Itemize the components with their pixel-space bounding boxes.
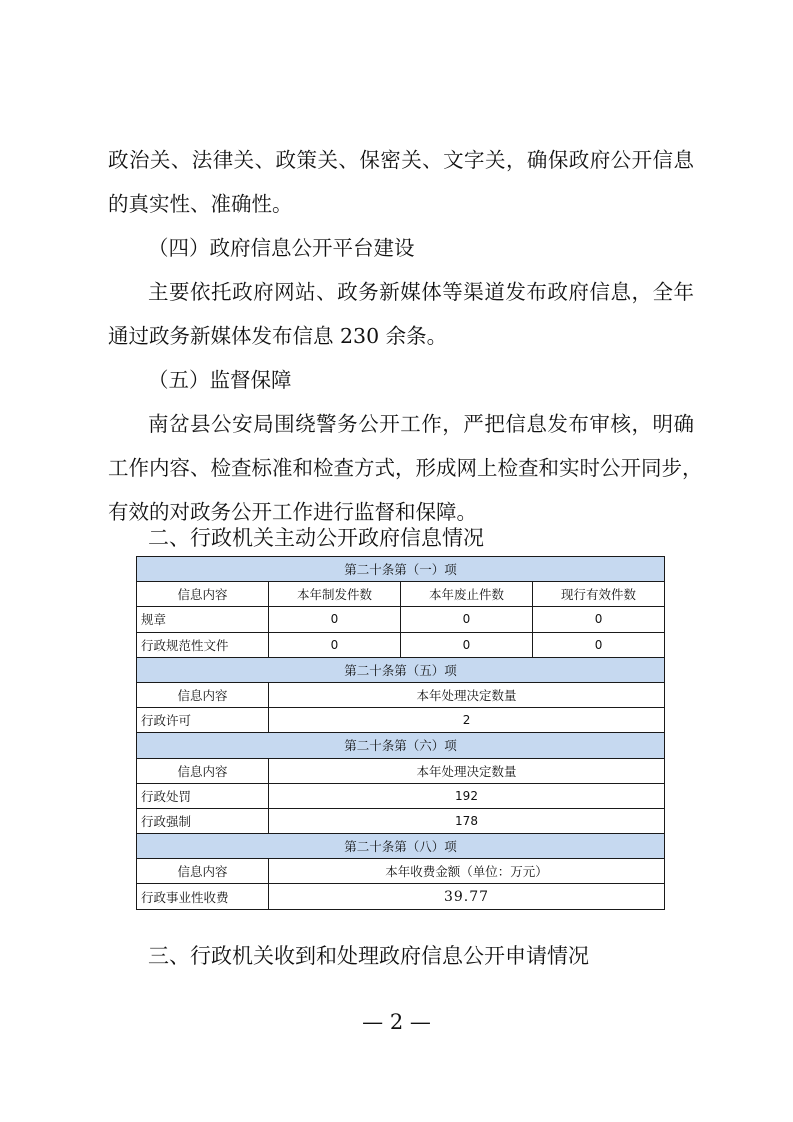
table-row xyxy=(137,632,665,657)
value-cell: 178 xyxy=(269,808,665,833)
header-row xyxy=(137,859,665,884)
section-row xyxy=(137,733,665,758)
value-cell: 0 xyxy=(269,607,401,632)
section-heading-2: 二、行政机关主动公开政府信息情况 xyxy=(148,526,484,550)
header-row xyxy=(137,682,665,707)
value-cell: 0 xyxy=(401,632,533,657)
row-label: 规章 xyxy=(137,607,269,632)
section-title-cell: 第二十条第（五）项 xyxy=(137,657,665,682)
section-row xyxy=(137,834,665,859)
value-cell: 2 xyxy=(269,708,665,733)
page-number: — 2 — xyxy=(362,1010,431,1034)
paragraph-line: 通过政务新媒体发布信息 230 余条。 xyxy=(108,324,448,348)
section-title: （四）政府信息公开平台建设 xyxy=(148,236,415,260)
section-title-cell: 第二十条第（一）项 xyxy=(137,557,665,582)
paragraph-line: 的真实性、准确性。 xyxy=(108,192,293,216)
value-cell: 192 xyxy=(269,783,665,808)
disclosure-table xyxy=(136,556,665,910)
header-cell: 信息内容 xyxy=(137,682,269,707)
header-row xyxy=(137,582,665,607)
section-title-cell: 第二十条第（八）项 xyxy=(137,834,665,859)
value-cell: 0 xyxy=(401,607,533,632)
row-label: 行政规范性文件 xyxy=(137,632,269,657)
header-cell: 本年废止件数 xyxy=(401,582,533,607)
row-label: 行政事业性收费 xyxy=(137,884,269,909)
header-cell: 本年制发件数 xyxy=(269,582,401,607)
header-cell: 信息内容 xyxy=(137,859,269,884)
header-cell: 本年收费金额（单位：万元） xyxy=(269,859,665,884)
value-cell: 0 xyxy=(533,607,665,632)
header-cell: 信息内容 xyxy=(137,758,269,783)
section-title: （五）监督保障 xyxy=(148,368,292,392)
table-row xyxy=(137,808,665,833)
section-row xyxy=(137,657,665,682)
section-row xyxy=(137,557,665,582)
paragraph-line: 政治关、法律关、政策关、保密关、文字关，确保政府公开信息 xyxy=(108,148,694,172)
paragraph-line: 南岔县公安局围绕警务公开工作，严把信息发布审核，明确 xyxy=(148,412,694,436)
row-label: 行政许可 xyxy=(137,708,269,733)
header-cell: 本年处理决定数量 xyxy=(269,758,665,783)
paragraph-line: 有效的对政务公开工作进行监督和保障。 xyxy=(108,500,477,524)
table-row xyxy=(137,884,665,909)
header-row xyxy=(137,758,665,783)
header-cell: 本年处理决定数量 xyxy=(269,682,665,707)
row-label: 行政强制 xyxy=(137,808,269,833)
value-cell: 0 xyxy=(533,632,665,657)
value-cell: 39.77 xyxy=(269,884,665,909)
section-title-cell: 第二十条第（六）项 xyxy=(137,733,665,758)
paragraph-line: 工作内容、检查标准和检查方式，形成网上检查和实时公开同步， xyxy=(108,456,703,480)
section-heading-3: 三、行政机关收到和处理政府信息公开申请情况 xyxy=(148,944,589,968)
paragraph-line: 主要依托政府网站、政务新媒体等渠道发布政府信息，全年 xyxy=(148,280,694,304)
table-row xyxy=(137,607,665,632)
row-label: 行政处罚 xyxy=(137,783,269,808)
header-cell: 现行有效件数 xyxy=(533,582,665,607)
table-row xyxy=(137,783,665,808)
header-cell: 信息内容 xyxy=(137,582,269,607)
table-row xyxy=(137,708,665,733)
value-cell: 0 xyxy=(269,632,401,657)
